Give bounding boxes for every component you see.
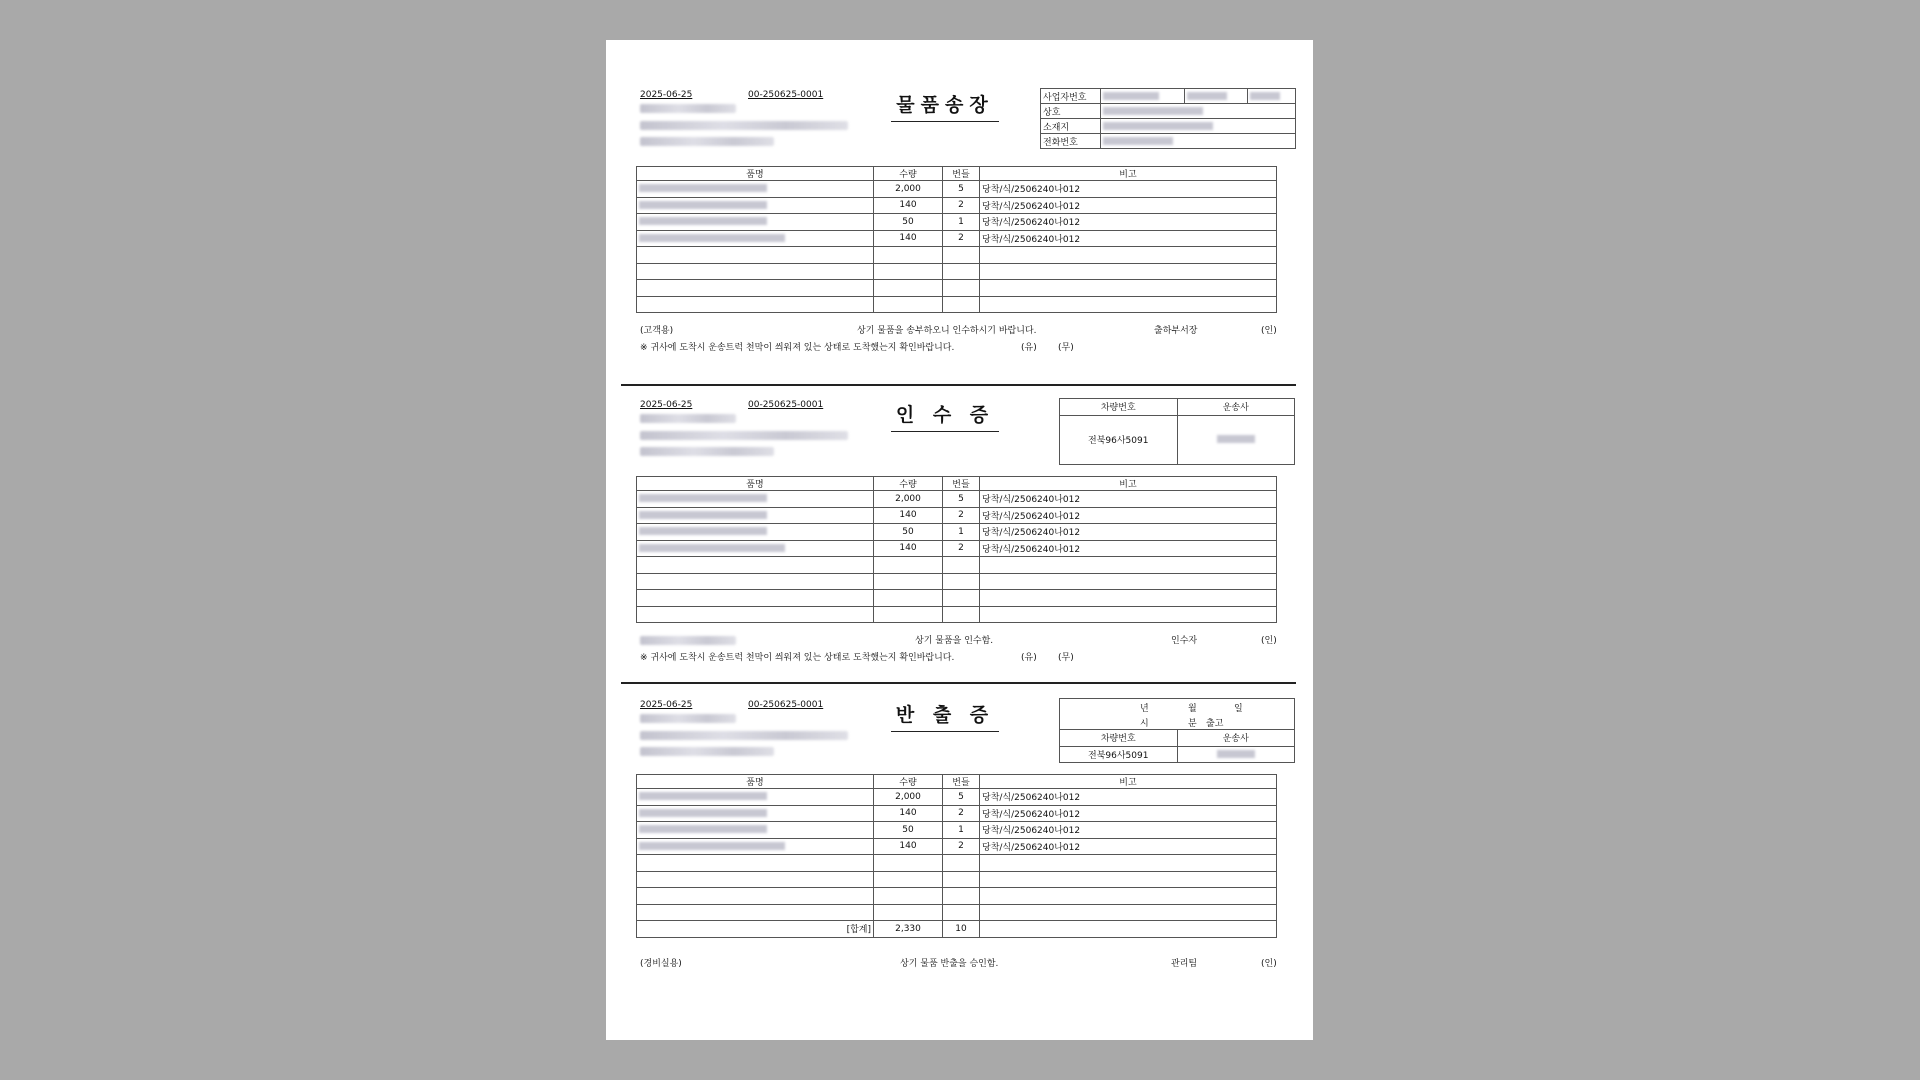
redacted-phone	[640, 137, 774, 146]
col-header: 번들	[943, 775, 980, 789]
month-label: 월	[1188, 704, 1197, 714]
release-title: 반 출 증	[891, 700, 999, 732]
seal-label: (인)	[1261, 959, 1277, 969]
total-qty: 2,330	[874, 921, 943, 938]
seal-label: (인)	[1261, 326, 1277, 336]
carrier-label: 운송사	[1177, 399, 1295, 416]
doc-number: 00-250625-0001	[748, 700, 824, 710]
table-row: 2,000 5 당착/식/2506240나012	[637, 789, 1277, 806]
table-row: 140 2 당착/식/2506240나012	[637, 838, 1277, 855]
vehicle-label: 차량번호	[1060, 399, 1178, 416]
carrier-label: 운송사	[1177, 730, 1295, 747]
col-header: 비고	[980, 477, 1277, 491]
invoice-items-table	[636, 166, 1277, 313]
footer-message: 상기 물품 반출을 승인함.	[900, 959, 999, 969]
invoice-section	[621, 90, 1296, 390]
info-label: 소재지	[1041, 119, 1101, 134]
hour-label: 시	[1140, 719, 1149, 729]
col-header: 번들	[943, 167, 980, 181]
redacted-phone	[640, 747, 774, 756]
dept-label: 출하부서장	[1154, 326, 1198, 336]
total-label: [합계]	[637, 921, 874, 938]
release-date-table	[1059, 698, 1295, 763]
tarp-notice: ※ 귀사에 도착시 운송트럭 천막이 씌워져 있는 상태로 도착했는지 확인바랍니다.	[640, 343, 955, 353]
copy-label: (고객용)	[640, 326, 674, 336]
table-row: 2,000 5 당착/식/2506240나012	[637, 181, 1277, 198]
no-mark: (무)	[1058, 343, 1074, 353]
vehicle-number: 전북96사5091	[1060, 415, 1178, 464]
section-divider	[621, 384, 1296, 386]
vehicle-table	[1059, 398, 1295, 465]
redacted-phone	[640, 447, 774, 456]
col-header: 수량	[874, 167, 943, 181]
redacted-company	[640, 104, 736, 113]
no-mark: (무)	[1058, 653, 1074, 663]
table-row: 140 2 당착/식/2506240나012	[637, 197, 1277, 214]
vehicle-label: 차량번호	[1060, 730, 1178, 747]
table-row: 140 2 당착/식/2506240나012	[637, 230, 1277, 247]
company-info-table	[1040, 88, 1296, 149]
minute-label: 분	[1188, 719, 1197, 729]
invoice-title: 물품송장	[891, 90, 999, 122]
doc-number: 00-250625-0001	[748, 400, 824, 410]
col-header: 수량	[874, 477, 943, 491]
footer-message: 상기 물품을 인수함.	[915, 636, 994, 646]
year-label: 년	[1140, 704, 1149, 714]
col-header: 비고	[980, 775, 1277, 789]
table-row: 50 1 당착/식/2506240나012	[637, 822, 1277, 839]
doc-date: 2025-06-25	[640, 400, 693, 410]
doc-number: 00-250625-0001	[748, 90, 824, 100]
table-row: 140 2 당착/식/2506240나012	[637, 540, 1277, 557]
table-row: 50 1 당착/식/2506240나012	[637, 524, 1277, 541]
receiver-label: 인수자	[1171, 636, 1198, 646]
redacted-customer	[640, 636, 736, 645]
manager-label: 관리팀	[1171, 959, 1198, 969]
vehicle-number: 전북96사5091	[1060, 746, 1178, 763]
info-label: 전화번호	[1041, 134, 1101, 149]
table-row: 140 2 당착/식/2506240나012	[637, 507, 1277, 524]
col-header: 비고	[980, 167, 1277, 181]
table-row: 140 2 당착/식/2506240나012	[637, 805, 1277, 822]
info-label: 사업자번호	[1041, 89, 1101, 104]
receipt-section	[621, 400, 1296, 700]
col-header: 수량	[874, 775, 943, 789]
redacted-address	[640, 431, 848, 440]
info-label: 상호	[1041, 104, 1101, 119]
footer-message: 상기 물품을 송부하오니 인수하시기 바랍니다.	[857, 326, 1037, 336]
doc-date: 2025-06-25	[640, 90, 693, 100]
release-section	[621, 700, 1296, 1020]
col-header: 품명	[637, 775, 874, 789]
tarp-notice: ※ 귀사에 도착시 운송트럭 천막이 씌워져 있는 상태로 도착했는지 확인바랍니다.	[640, 653, 955, 663]
col-header: 번들	[943, 477, 980, 491]
col-header: 품명	[637, 477, 874, 491]
col-header: 품명	[637, 167, 874, 181]
yes-mark: (유)	[1021, 343, 1037, 353]
total-count: 10	[943, 921, 980, 938]
table-row: 2,000 5 당착/식/2506240나012	[637, 491, 1277, 508]
redacted-company	[640, 714, 736, 723]
table-row: 50 1 당착/식/2506240나012	[637, 214, 1277, 231]
release-items-table	[636, 774, 1277, 938]
redacted-address	[640, 121, 848, 130]
receipt-title: 인 수 증	[891, 400, 999, 432]
redacted-address	[640, 731, 848, 740]
redacted-company	[640, 414, 736, 423]
day-label: 일	[1234, 704, 1243, 714]
copy-label: (경비실용)	[640, 959, 682, 969]
yes-mark: (유)	[1021, 653, 1037, 663]
total-row	[637, 921, 1277, 938]
section-divider	[621, 682, 1296, 684]
out-label: 출고	[1206, 719, 1224, 729]
document-page	[606, 40, 1313, 1040]
receipt-items-table	[636, 476, 1277, 623]
seal-label: (인)	[1261, 636, 1277, 646]
doc-date: 2025-06-25	[640, 700, 693, 710]
